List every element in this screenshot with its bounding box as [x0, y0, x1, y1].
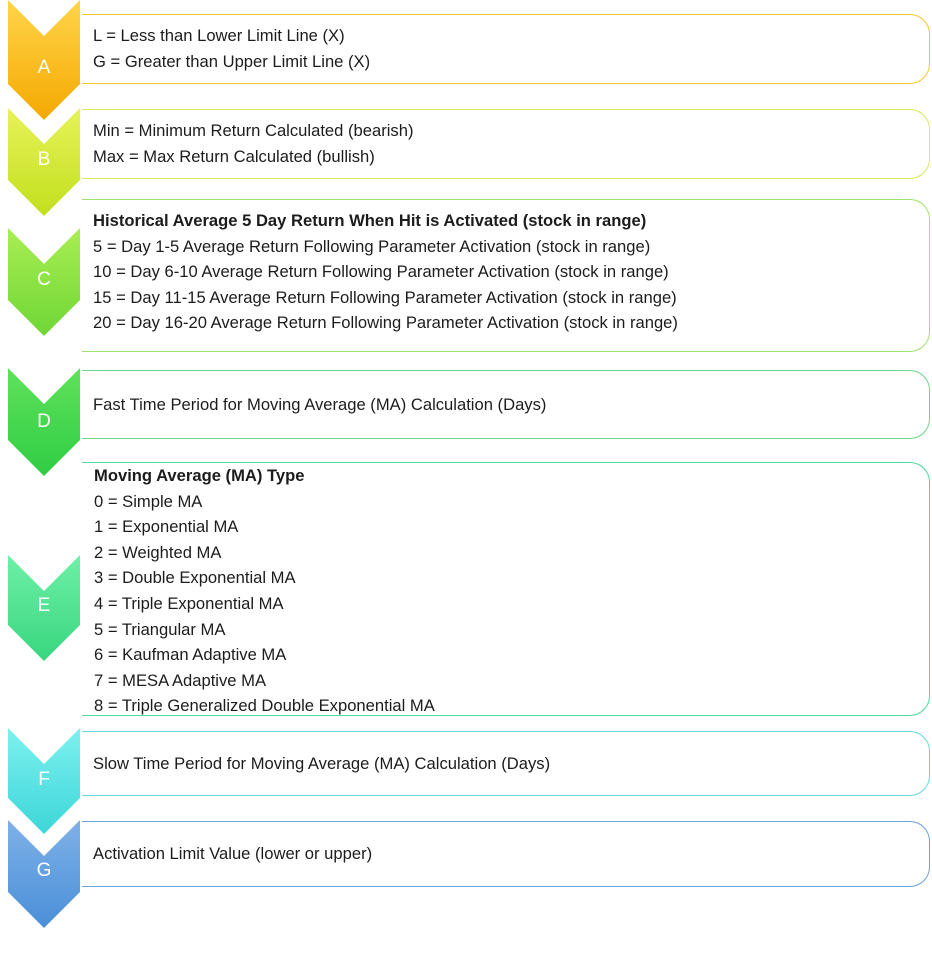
step-line: 20 = Day 16-20 Average Return Following Parameter Activation (stock in range) — [93, 313, 678, 333]
step-heading: Historical Average 5 Day Return When Hit is Activated (stock in range) — [93, 211, 647, 230]
step-line: Fast Time Period for Moving Average (MA) Calculation (Days) — [93, 394, 547, 414]
step-line: Min = Minimum Return Calculated (bearish) — [93, 121, 414, 140]
step-letter: C — [37, 269, 51, 290]
step-line: 15 = Day 11-15 Average Return Following Parameter Activation (stock in range) — [93, 287, 677, 307]
step-letter: F — [38, 769, 50, 790]
step-letter: D — [37, 411, 51, 432]
step-line: 7 = MESA Adaptive MA — [94, 670, 267, 690]
step-line: Activation Limit Value (lower or upper) — [93, 844, 373, 863]
step-line: Max = Max Return Calculated (bullish) — [93, 146, 375, 166]
step-box-a — [82, 14, 930, 84]
step-box-g — [82, 821, 930, 887]
step-line: 2 = Weighted MA — [94, 542, 222, 562]
step-line: 5 = Day 1-5 Average Return Following Parameter Activation (stock in range) — [93, 236, 651, 256]
step-line: 3 = Double Exponential MA — [94, 568, 296, 588]
step-line: G = Greater than Upper Limit Line (X) — [93, 51, 371, 71]
chevron-g — [8, 820, 82, 928]
step-letter: B — [37, 149, 51, 170]
step-line: Slow Time Period for Moving Average (MA) Calculation (Days) — [93, 753, 551, 773]
step-line: L = Less than Lower Limit Line (X) — [93, 26, 345, 45]
step-box-e — [82, 462, 930, 716]
step-letter: G — [36, 860, 52, 881]
chevron-c — [8, 228, 82, 336]
chevron-a — [8, 0, 82, 120]
step-line: 4 = Triple Exponential MA — [94, 593, 284, 613]
step-box-b — [82, 109, 930, 179]
step-line: 5 = Triangular MA — [94, 619, 226, 639]
step-letter: E — [37, 595, 51, 616]
step-line: 8 = Triple Generalized Double Exponential MA — [94, 696, 435, 716]
chevron-b — [8, 108, 82, 216]
step-heading: Moving Average (MA) Type — [94, 466, 305, 485]
step-box-c — [82, 199, 930, 352]
chevron-e — [8, 555, 82, 661]
chevron-d — [8, 368, 82, 476]
step-line: 1 = Exponential MA — [94, 517, 239, 537]
step-box-f — [82, 731, 930, 796]
step-box-d — [82, 370, 930, 439]
step-line: 0 = Simple MA — [94, 491, 203, 511]
step-line: 10 = Day 6-10 Average Return Following Parameter Activation (stock in range) — [93, 262, 669, 282]
step-line: 6 = Kaufman Adaptive MA — [94, 645, 287, 665]
chevron-f — [8, 728, 82, 834]
step-letter: A — [37, 57, 51, 78]
